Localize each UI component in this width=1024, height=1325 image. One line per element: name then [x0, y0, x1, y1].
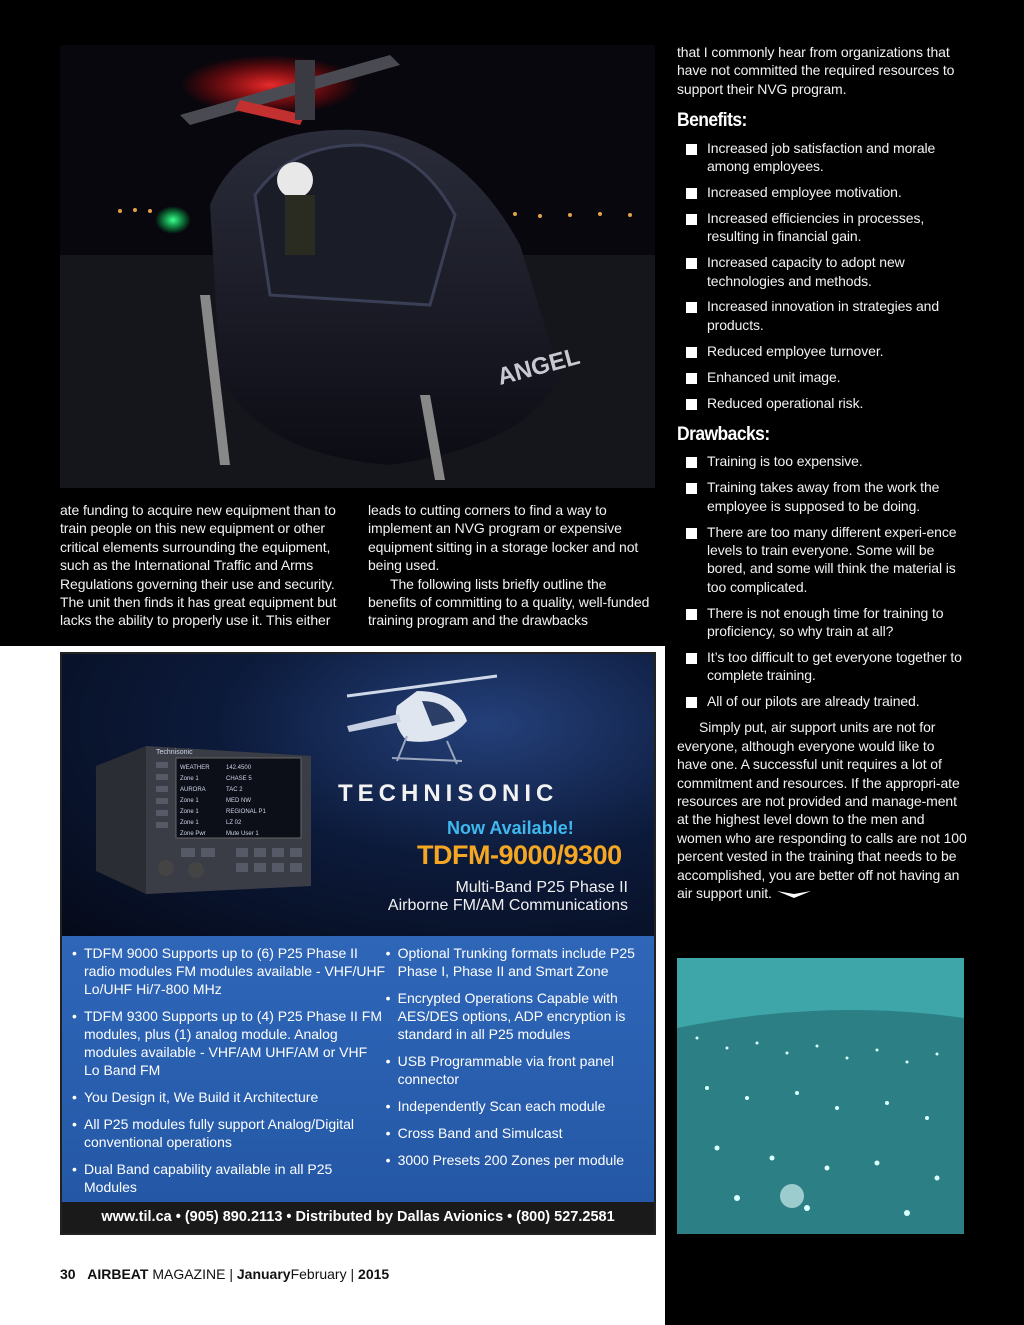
ad-contact-footer: www.til.ca • (905) 890.2113 • Distributed by Dallas Avionics • (800) 527.2581 — [62, 1202, 654, 1233]
feature-item: • TDFM 9300 Supports up to (4) P25 Phase II FM modules, plus (1) analog module. Analog modules available - VHF/AM UHF/AM or VHF Lo Band FM — [72, 1007, 386, 1079]
feature-item: • Independently Scan each module — [386, 1097, 644, 1115]
page-folio — [60, 1266, 389, 1282]
intro-paragraph: that I commonly hear from organizations that have not committed the required resources to support their NVG program. — [677, 44, 955, 97]
issue-month-2: February — [290, 1266, 347, 1282]
radio-screen-value: 142.4500 — [226, 765, 252, 771]
list-item: Increased capacity to adopt new technologies and methods. — [707, 253, 967, 290]
issue-month-1: January — [236, 1266, 291, 1282]
ad-model-number: TDFM-9000/9300 — [417, 840, 622, 870]
magazine-label: MAGAZINE — [152, 1266, 226, 1282]
benefits-heading: Benefits: — [677, 110, 747, 132]
list-item: Reduced operational risk. — [707, 394, 967, 412]
radio-screen-value: MED NW — [226, 798, 251, 804]
radio-screen-label: AURORA — [180, 787, 206, 793]
tail-lettering: ANGEL — [494, 342, 583, 391]
list-item: Training takes away from the work the employee is supposed to be doing. — [707, 478, 967, 515]
feature-item: • 3000 Presets 200 Zones per module — [386, 1151, 644, 1169]
body-column-1 — [60, 501, 350, 630]
radio-screen-label: Zone 1 — [180, 798, 199, 804]
city-lights-illustration — [677, 958, 964, 1234]
ad-features-left — [72, 944, 386, 1204]
list-item: There is not enough time for training to proficiency, so why train at all? — [707, 604, 967, 641]
issue-year: 2015 — [358, 1266, 390, 1282]
radio-screen-value: CHASE 5 — [226, 776, 252, 782]
night-vision-city-photo — [677, 958, 964, 1234]
list-item: It’s too difficult to get everyone together to complete training. — [707, 648, 967, 685]
feature-item: • You Design it, We Build it Architecture — [72, 1088, 386, 1106]
radio-screen-value: TAC 2 — [226, 787, 243, 793]
body-paragraph: ate funding to acquire new equipment than to train people on this new equipment or other critical elements surrounding the equipment, such as the International Traffic and Arms Regulations governing their use and security. The unit then finds it has great equipment but lacks the ability to properly use it. This either — [60, 502, 337, 629]
list-item: Increased employee motivation. — [707, 183, 967, 201]
ad-features-right — [386, 944, 644, 1204]
list-item: Training is too expensive. — [707, 452, 967, 470]
list-item: Increased innovation in strategies and products. — [707, 297, 967, 334]
radio-screen-value: REGIONAL P1 — [226, 809, 266, 815]
folio-separator: | — [229, 1266, 233, 1282]
helicopter-night-photo — [60, 45, 655, 488]
folio-separator: | — [350, 1266, 355, 1282]
body-paragraph: The following lists briefly outline the benefits of committing to a quality, well-funded training program and the drawbacks — [368, 575, 650, 629]
list-item: All of our pilots are already trained. — [707, 692, 967, 710]
body-column-3 — [677, 43, 967, 902]
radio-screen-label: Zone 1 — [180, 809, 199, 815]
magazine-brand: AIRBEAT — [87, 1266, 149, 1282]
body-column-2 — [368, 501, 658, 630]
radio-screen-value: Mute User 1 — [226, 831, 259, 837]
ad-hero — [62, 654, 654, 936]
feature-item: • Optional Trunking formats include P25 Phase I, Phase II and Smart Zone — [386, 944, 644, 980]
ad-feature-panel — [62, 936, 654, 1204]
list-item: Increased efficiencies in processes, resulting in financial gain. — [707, 209, 967, 246]
list-item: Reduced employee turnover. — [707, 342, 967, 360]
feature-item: • USB Programmable via front panel connector — [386, 1052, 644, 1088]
radio-screen-label: Zone Pwr — [180, 831, 206, 837]
list-item: Increased job satisfaction and morale among employees. — [707, 139, 967, 176]
ad-availability: Now Available! — [447, 818, 574, 838]
radio-screen-label: WEATHER — [180, 765, 210, 771]
radio-screen-value: LZ 02 — [226, 820, 242, 826]
closing-text: Simply put, air support units are not for everyone, although everyone would like to have one. A successful unit requires a lot of commitment and resources. If the appropri-ate resources are not provided and manage-ment at the highest level down to the men and women who are responding to calls are not 100 percent vested in the training that needs to be accomplished, you are better off not having an air support unit. — [677, 719, 967, 901]
page-number: 30 — [60, 1266, 76, 1282]
ad-subtitle: Airborne FM/AM Communications — [387, 897, 628, 914]
helicopter-icon — [337, 666, 507, 766]
list-item: There are too many different experi-ence levels to train everyone. Some will be bored, and some will think the material is too complicated. — [707, 523, 967, 597]
feature-item: • Cross Band and Simulcast — [386, 1124, 644, 1142]
feature-item: • Dual Band capability available in all P25 Modules — [72, 1160, 386, 1196]
ad-brand-name: TECHNISONIC — [338, 780, 559, 807]
closing-paragraph — [677, 718, 967, 902]
feature-item: • All P25 modules fully support Analog/Digital conventional operations — [72, 1115, 386, 1151]
radio-screen-label: Zone 1 — [180, 776, 199, 782]
feature-item: • Encrypted Operations Capable with AES/DES options, ADP encryption is standard in all P25 modules — [386, 989, 644, 1043]
drawbacks-heading: Drawbacks: — [677, 424, 770, 445]
radio-unit-illustration — [86, 736, 316, 896]
helicopter-illustration — [60, 45, 655, 488]
benefits-list — [677, 139, 967, 412]
radio-brand-label: Technisonic — [156, 749, 193, 756]
drawbacks-list — [677, 452, 967, 710]
list-item: Enhanced unit image. — [707, 368, 967, 386]
body-paragraph: leads to cutting corners to find a way to implement an NVG program or expensive equipment sitting in a storage locker and not being used. — [368, 502, 639, 574]
end-mark-icon — [776, 889, 812, 899]
feature-item: • TDFM 9000 Supports up to (6) P25 Phase II radio modules FM modules available - VHF/UHF Lo/UHF Hi/7-800 MHz — [72, 944, 386, 998]
ad-subtitle: Multi-Band P25 Phase II — [455, 879, 628, 896]
technisonic-advertisement[interactable] — [60, 652, 656, 1235]
radio-screen-label: Zone 1 — [180, 820, 199, 826]
